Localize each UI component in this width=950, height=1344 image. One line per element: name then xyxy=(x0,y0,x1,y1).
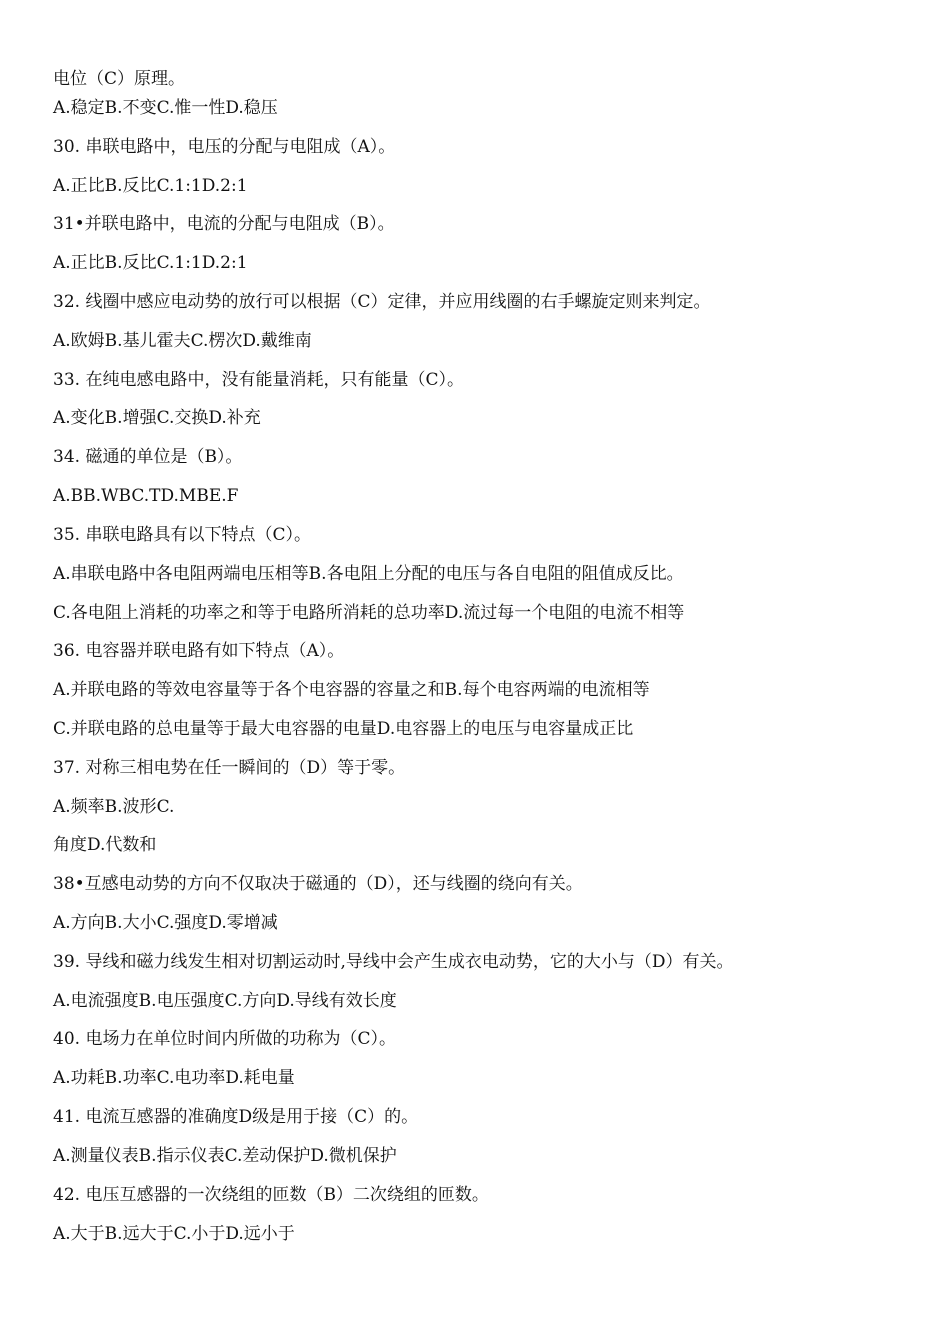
question-39: 39. 导线和磁力线发生相对切割运动时,导线中会产生成衣电动势，它的大小与（D）有关。 xyxy=(53,952,734,972)
options-36: C.并联电路的总电量等于最大电容器的电量D.电容器上的电压与电容量成正比 xyxy=(53,719,634,739)
question-36: 36. 电容器并联电路有如下特点（A）。 xyxy=(53,641,345,661)
options-37: A.频率B.波形C. xyxy=(53,797,175,817)
question-33: 33. 在纯电感电路中，没有能量消耗，只有能量（C）。 xyxy=(53,370,464,390)
options-35: C.各电阻上消耗的功率之和等于电路所消耗的总功率D.流过每一个电阻的电流不相等 xyxy=(53,603,685,623)
options-42: A.大于B.远大于C.小于D.远小于 xyxy=(53,1224,295,1244)
question-32: 32. 线圈中感应电动势的放行可以根据（C）定律，并应用线圈的右手螺旋定则来判定。 xyxy=(53,292,711,312)
question-41: 41. 电流互感器的准确度D级是用于接（C）的。 xyxy=(53,1107,419,1127)
options-30: A.正比B.反比C.1:1D.2:1 xyxy=(53,176,248,196)
text-line: 电位（C）原理。 xyxy=(53,69,186,89)
options-37: 角度D.代数和 xyxy=(53,835,157,855)
question-40: 40. 电场力在单位时间内所做的功称为（C）。 xyxy=(53,1029,396,1049)
options-33: A.变化B.增强C.交换D.补充 xyxy=(53,408,261,428)
question-30: 30. 串联电路中，电压的分配与电阻成（A）。 xyxy=(53,137,396,157)
question-42: 42. 电压互感器的一次绕组的匝数（B）二次绕组的匝数。 xyxy=(53,1185,489,1205)
options-38: A.方向B.大小C.强度D.零增减 xyxy=(53,913,278,933)
options-34: A.BB.WBC.TD.MBE.F xyxy=(53,486,239,506)
question-34: 34. 磁通的单位是（B）。 xyxy=(53,447,243,467)
options-35: A.串联电路中各电阻两端电压相等B.各电阻上分配的电压与各自电阻的阻值成反比。 xyxy=(53,564,684,584)
question-37: 37. 对称三相电势在任一瞬间的（D）等于零。 xyxy=(53,758,406,778)
options-31: A.正比B.反比C.1:1D.2:1 xyxy=(53,253,248,273)
options-36: A.并联电路的等效电容量等于各个电容器的容量之和B.每个电容两端的电流相等 xyxy=(53,680,650,700)
question-31: 31•并联电路中，电流的分配与电阻成（B）。 xyxy=(53,214,395,234)
text-line: A.稳定B.不变C.惟一性D.稳压 xyxy=(53,98,278,118)
options-40: A.功耗B.功率C.电功率D.耗电量 xyxy=(53,1068,295,1088)
question-35: 35. 串联电路具有以下特点（C）。 xyxy=(53,525,311,545)
options-39: A.电流强度B.电压强度C.方向D.导线有效长度 xyxy=(53,991,397,1011)
question-38: 38•互感电动势的方向不仅取决于磁通的（D），还与线圈的绕向有关。 xyxy=(53,874,583,894)
options-32: A.欧姆B.基儿霍夫C.楞次D.戴维南 xyxy=(53,331,312,351)
options-41: A.测量仪表B.指示仪表C.差动保护D.微机保护 xyxy=(53,1146,397,1166)
